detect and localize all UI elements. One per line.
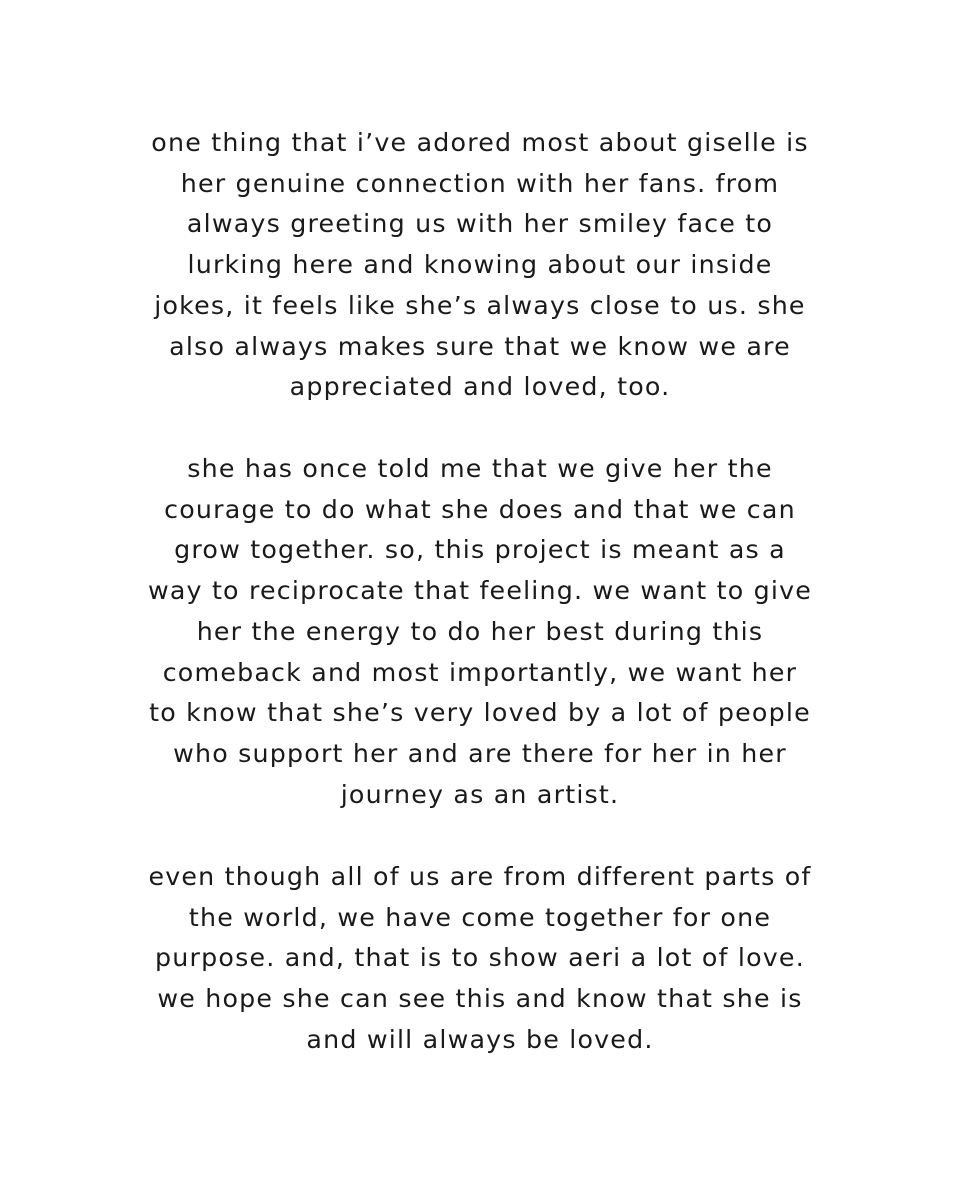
paragraph-line: also always makes sure that we know we are <box>169 331 791 361</box>
paragraph-line: to know that she’s very loved by a lot of people <box>149 698 811 728</box>
paragraph-line: we hope she can see this and know that she is <box>157 984 803 1014</box>
paragraph-line: and will always be loved. <box>306 1024 654 1054</box>
paragraph-line: lurking here and knowing about our inside <box>187 250 773 280</box>
paragraph-line: comeback and most importantly, we want her <box>162 657 798 687</box>
paragraph-line: one thing that i’ve adored most about giselle is <box>151 128 809 157</box>
paragraph-line: appreciated and loved, too. <box>289 372 671 402</box>
paragraph-line: the world, we have come together for one <box>188 902 772 932</box>
paragraph-line: always greeting us with her smiley face to <box>186 209 774 239</box>
paragraph-line: way to reciprocate that feeling. we want to give <box>147 576 813 606</box>
paragraph-line: her genuine connection with her fans. from <box>180 168 780 198</box>
paragraph-1 <box>0 123 960 408</box>
paragraph-line: grow together. so, this project is meant as a <box>174 535 786 565</box>
paragraph-line: purpose. and, that is to show aeri a lot of love. <box>155 943 805 973</box>
paragraph-line: her the energy to do her best during this <box>196 616 764 646</box>
paragraph-line: even though all of us are from different parts of <box>148 862 812 891</box>
paragraph-line: courage to do what she does and that we can <box>164 494 796 524</box>
paragraph-3 <box>0 857 960 1061</box>
paragraph-line: who support her and are there for her in her <box>173 738 787 768</box>
paragraph-line: she has once told me that we give her the <box>187 454 773 483</box>
paragraph-2 <box>0 449 960 815</box>
paragraph-line: journey as an artist. <box>340 779 620 809</box>
paragraph-line: jokes, it feels like she’s always close to us. she <box>154 290 806 320</box>
